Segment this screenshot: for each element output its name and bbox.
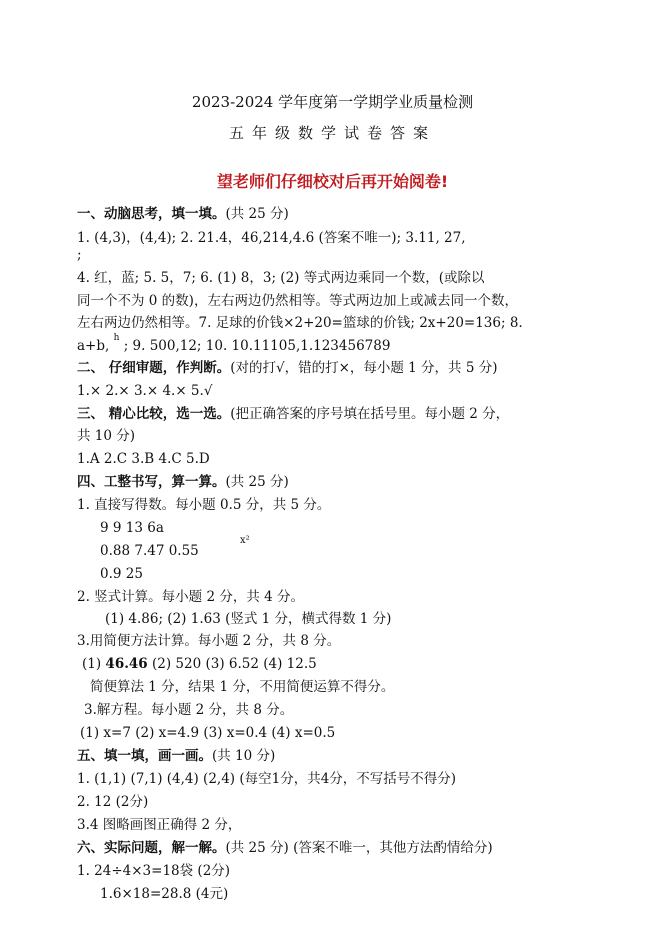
section-4-q3-answer-1: 46.46 [105, 656, 148, 672]
section-4-q3-answers [82, 656, 317, 672]
section-1-line-3: 同一个不为 0 的数)，左右两边仍然相等。等式两边加上或减去同一个数， [77, 293, 518, 309]
section-1-heading: 一、动脑思考，填一填。 [77, 206, 226, 222]
section-4-q4-answers: (1) x=7 (2) x=4.9 (3) x=0.4 (4) x=0.5 [80, 725, 336, 741]
section-6-line-1: 1. 24÷4×3=18袋 (2分) [77, 863, 231, 879]
section-2-header [77, 360, 498, 376]
section-1-line-5 [77, 333, 391, 356]
section-4-q1: 1. 直接写得数。每小题 0.5 分，共 5 分。 [77, 497, 331, 513]
section-4-points: (共 25 分) [225, 474, 289, 490]
section-4-q3-answers-rest: (2) 520 (3) 6.52 (4) 12.5 [152, 656, 317, 672]
section-4-q1-x-squared: x² [240, 535, 250, 546]
section-5-line-3: 3.4 图略画图正确得 2 分， [77, 817, 242, 833]
section-6-heading: 六、实际问题，解一解。 [77, 840, 226, 856]
section-4-q1-row-3: 0.9 25 [100, 566, 143, 582]
section-1-line-2: 4. 红，蓝; 5. 5，7; 6. (1) 8，3; (2) 等式两边乘同一个数，(或除以 [77, 270, 485, 286]
section-4-q2-answers: (1) 4.86; (2) 1.63 (竖式 1 分，横式得数 1 分) [105, 611, 392, 627]
section-6-header [77, 840, 493, 856]
section-5-line-1: 1. (1,1) (7,1) (4,4) (2,4) (每空1分，共4分，不写括号不得分) [77, 771, 457, 787]
section-1-header [77, 206, 289, 222]
section-2-answers: 1.× 2.× 3.× 4.× 5.√ [77, 383, 213, 399]
section-4-q4: 3.解方程。每小题 2 分，共 8 分。 [84, 702, 294, 718]
section-5-line-2: 2. 12 (2分) [77, 794, 149, 810]
section-1-line-4: 左右两边仍然相等。7. 足球的价钱×2+20=篮球的价钱; 2x+20=136; 8. [77, 315, 523, 331]
section-6-points: (共 25 分) (答案不唯一，其他方法酌情给分) [225, 840, 493, 856]
section-3-heading: 三、 精心比较，选一选。 [77, 406, 231, 422]
section-4-q1-row-1: 9 9 13 6a [100, 520, 164, 536]
section-4-q3-label-1: (1) [82, 656, 102, 672]
section-4-q2: 2. 竖式计算。每小题 2 分，共 4 分。 [77, 589, 305, 605]
section-3-header [77, 406, 509, 422]
section-4-header [77, 474, 289, 490]
section-5-heading: 五、填一填，画一画。 [77, 748, 212, 764]
section-4-q3-scoring: 简便算法 1 分，结果 1 分，不用简便运算不得分。 [90, 679, 395, 695]
section-4-heading: 四、工整书写，算一算。 [77, 474, 226, 490]
answer-8-fraction: h [113, 333, 120, 343]
answer-8-sum: a+b, [77, 338, 110, 354]
answer-9-10: ; 9. 500,12; 10. 10.11105,1.123456789 [123, 338, 391, 354]
section-3-points: (把正确答案的序号填在括号里。每小题 2 分， [230, 406, 510, 422]
section-1-points: (共 25 分) [225, 206, 289, 222]
page-subtitle: 五年级数学试卷答案 [228, 124, 436, 142]
section-2-heading: 二、 仔细审题，作判断。 [77, 360, 231, 376]
section-3-points-cont: 共 10 分) [77, 428, 136, 444]
section-2-points: (对的打√，错的打×，每小题 1 分，共 5 分) [230, 360, 498, 376]
section-1-line-1: 1. (4,3)，(4,4); 2. 21.4，46,214,4.6 (答案不唯一); 3.11, 27, [77, 230, 466, 246]
section-3-answers: 1.A 2.C 3.B 4.C 5.D [77, 451, 210, 467]
section-4-q3: 3.用简便方法计算。每小题 2 分，共 8 分。 [77, 633, 341, 649]
section-5-header [77, 748, 275, 764]
section-5-points: (共 10 分) [212, 748, 276, 764]
section-4-q1-row-2: 0.88 7.47 0.55 [100, 543, 199, 559]
page-title: 2023-2024 学年度第一学期学业质量检测 [191, 93, 474, 111]
grading-notice: 望老师们仔细校对后再开始阅卷! [216, 172, 449, 191]
section-1-line-1b: ; [77, 247, 82, 263]
section-6-line-2: 1.6×18=28.8 (4元) [100, 886, 229, 902]
